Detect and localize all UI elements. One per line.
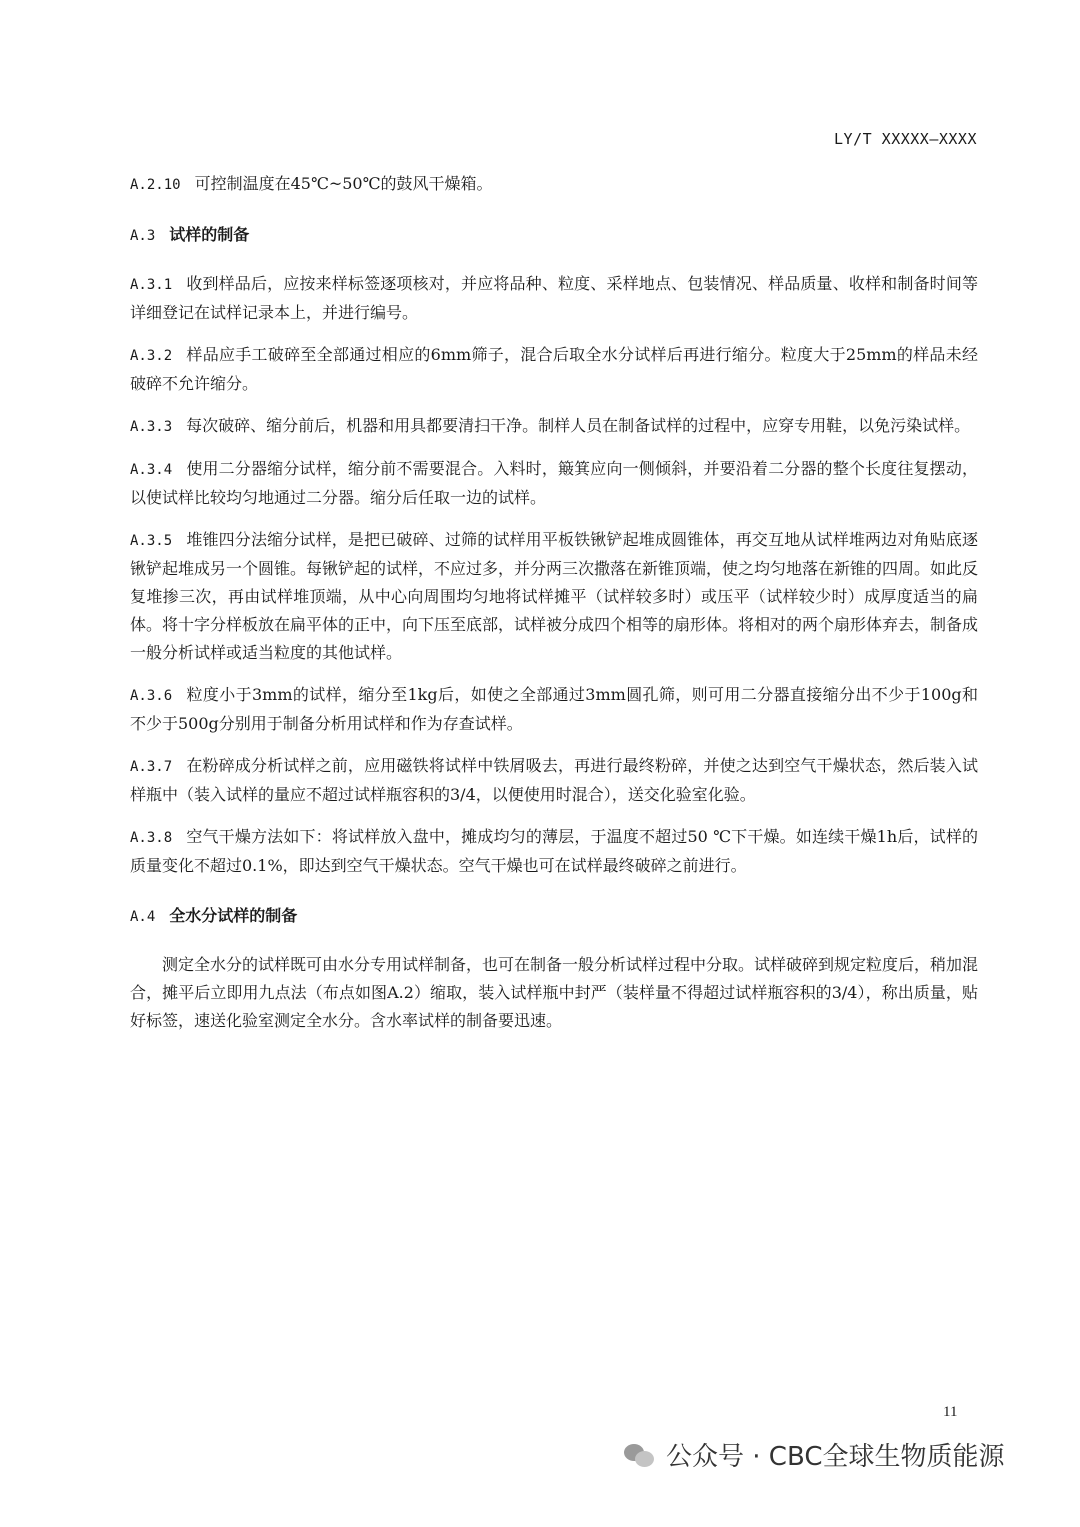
clause-a-3-8 <box>130 823 978 880</box>
clause-text: 空气干燥方法如下：将试样放入盘中，摊成均匀的薄层，于温度不超过50 ℃下干燥。如连续干燥1h后，试样的质量变化不超过0.1%，即达到空气干燥状态。空气干燥也可在试样最终破碎之前进行。 <box>130 827 978 875</box>
section-a-4-heading <box>130 902 978 931</box>
clause-a-3-5 <box>130 526 978 667</box>
section-number: A.3 <box>130 228 156 244</box>
clause-text: 每次破碎、缩分前后，机器和用具都要清扫干净。制样人员在制备试样的过程中，应穿专用鞋，以免污染试样。 <box>186 416 971 435</box>
clause-number: A.2.10 <box>130 177 181 193</box>
clause-a-3-4 <box>130 455 978 512</box>
clause-number: A.3.6 <box>130 688 173 704</box>
section-a-3-heading <box>130 221 978 250</box>
clause-number: A.3.2 <box>130 348 173 364</box>
document-code: LY/T XXXXX—XXXX <box>834 130 977 148</box>
clause-a-2-10 <box>130 170 978 199</box>
clause-text: 在粉碎成分析试样之前，应用磁铁将试样中铁屑吸去，再进行最终粉碎，并使之达到空气干燥状态，然后装入试样瓶中（装入试样的量应不超过试样瓶容积的3/4，以便使用时混合），送交化验室化验。 <box>130 756 978 804</box>
section-number: A.4 <box>130 909 156 925</box>
page-number: 11 <box>943 1404 958 1420</box>
clause-text: 使用二分器缩分试样，缩分前不需要混合。入料时，簸箕应向一侧倾斜，并要沿着二分器的整个长度往复摆动，以使试样比较均匀地通过二分器。缩分后任取一边的试样。 <box>130 459 978 507</box>
section-title: 全水分试样的制备 <box>169 906 298 925</box>
wechat-logo-icon <box>622 1438 656 1472</box>
clause-a-3-6 <box>130 681 978 738</box>
clause-number: A.3.1 <box>130 277 173 293</box>
section-a-4-body: 测定全水分的试样既可由水分专用试样制备，也可在制备一般分析试样过程中分取。试样破碎到规定粒度后，稍加混合，摊平后立即用九点法（布点如图A.2）缩取，装入试样瓶中封严（装样量不得超过试样瓶容积的3/4），称出质量，贴好标签，速送化验室测定全水分。含水率试样的制备要迅速。 <box>130 955 979 1030</box>
clause-a-3-7 <box>130 752 978 809</box>
watermark-text: 公众号 · CBC全球生物质能源 <box>666 1442 1005 1472</box>
clause-text: 收到样品后，应按来样标签逐项核对，并应将品种、粒度、采样地点、包装情况、样品质量、收样和制备时间等详细登记在试样记录本上，并进行编号。 <box>130 274 978 322</box>
clause-text: 粒度小于3mm的试样，缩分至1kg后，如使之全部通过3mm圆孔筛，则可用二分器直接缩分出不少于100g和不少于500g分别用于制备分析用试样和作为存查试样。 <box>130 685 978 733</box>
clause-number: A.3.8 <box>130 830 173 846</box>
clause-number: A.3.7 <box>130 759 173 775</box>
clause-text: 堆锥四分法缩分试样，是把已破碎、过筛的试样用平板铁锹铲起堆成圆锥体，再交互地从试样堆两边对角贴底逐锹铲起堆成另一个圆锥。每锹铲起的试样，不应过多，并分两三次撒落在新锥顶端，使之均匀地落在新锥的四周。如此反复堆掺三次，再由试样堆顶端，从中心向周围均匀地将试样摊平（试样较多时）或压平（试样较少时）成厚度适当的扁体。将十字分样板放在扁平体的正中，向下压至底部，试样被分成四个相等的扇形体。将相对的两个扇形体弃去，制备成一般分析试样或适当粒度的其他试样。 <box>130 530 979 662</box>
section-title: 试样的制备 <box>169 225 250 244</box>
clause-text: 可控制温度在45℃~50℃的鼓风干燥箱。 <box>194 174 493 193</box>
clause-a-3-3 <box>130 412 978 441</box>
clause-number: A.3.3 <box>130 419 173 435</box>
document-body <box>130 170 978 1049</box>
clause-number: A.3.5 <box>130 533 173 549</box>
clause-number: A.3.4 <box>130 462 173 478</box>
watermark <box>622 1436 1004 1473</box>
clause-a-3-2 <box>130 341 978 398</box>
clause-a-3-1 <box>130 270 978 327</box>
clause-text: 样品应手工破碎至全部通过相应的6mm筛子，混合后取全水分试样后再进行缩分。粒度大于25mm的样品未经破碎不允许缩分。 <box>130 345 978 393</box>
